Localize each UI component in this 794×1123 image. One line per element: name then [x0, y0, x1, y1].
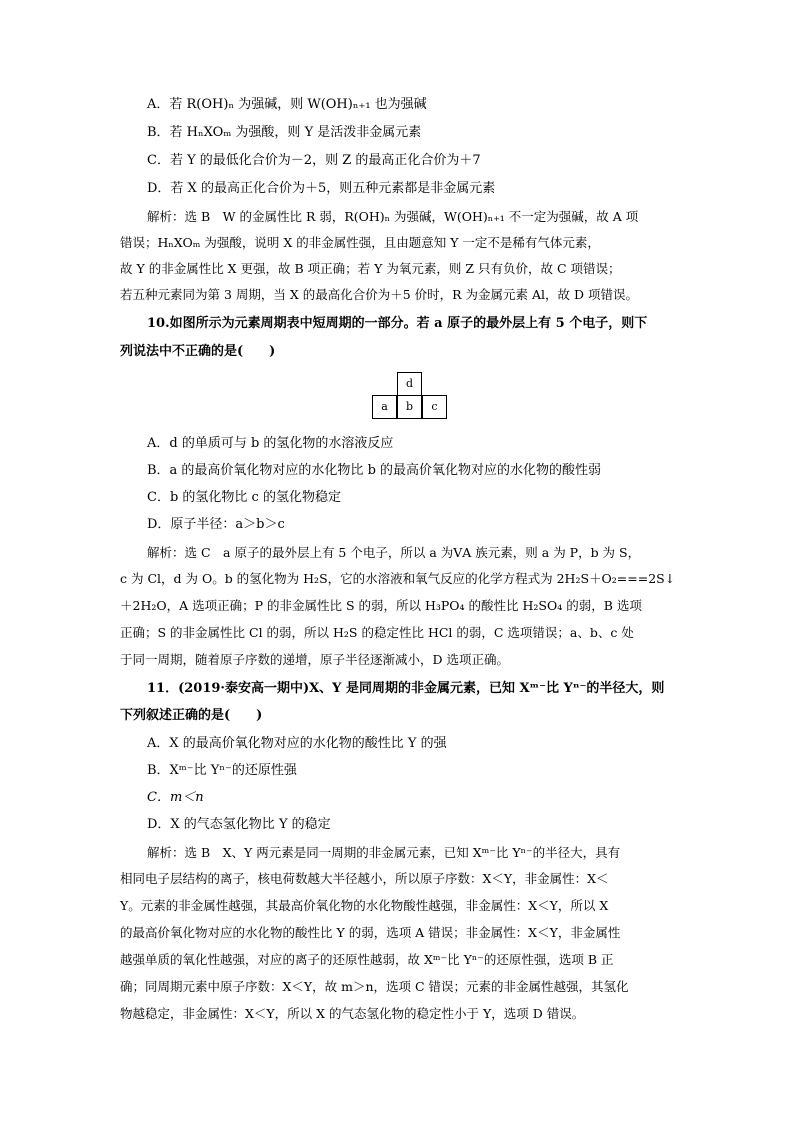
q10-option-b: B．a 的最高价氧化物对应的水化物比 b 的最高价氧化物对应的水化物的酸性弱	[147, 463, 602, 478]
cell-b: b	[397, 395, 422, 419]
q11-analysis-line: 解析：选 B X、Y 两元素是同一周期的非金属元素，已知 Xᵐ⁻比 Yⁿ⁻的半径大，具有	[147, 845, 621, 860]
q10-option-a: A．d 的单质可与 b 的氢化物的水溶液反应	[147, 436, 394, 451]
q9-analysis-line: 若五种元素同为第 3 周期，当 X 的最高化合价为＋5 价时，R 为金属元素 Al，故 D 项错误。	[120, 287, 639, 302]
q10-option-d: D．原子半径：a＞b＞c	[147, 517, 285, 532]
q11-analysis-line: 物越稳定，非金属性：X＜Y，所以 X 的气态氢化物的稳定性小于 Y，选项 D 错误。	[120, 1006, 585, 1021]
q10-analysis-line: 于同一周期，随着原子序数的递增，原子半径逐渐减小，D 选项正确。	[120, 652, 509, 667]
q10-stem: 10.如图所示为元素周期表中短周期的一部分。若 a 原子的最外层上有 5 个电子，则下	[147, 316, 648, 331]
q11-analysis-line: Y。元素的非金属性越强，其最高价氧化物的水化物酸性越强，非金属性：X＜Y，所以 X	[120, 898, 609, 913]
q9-analysis-line: 错误；HₙXOₘ 为强酸，说明 X 的非金属性强，且由题意知 Y 一定不是稀有气体元素，	[120, 235, 600, 250]
q9-analysis-line: 故 Y 的非金属性比 X 更强，故 B 项正确；若 Y 为氧元素，则 Z 只有负价，故 C 项错误；	[120, 261, 621, 276]
q10-analysis-line: 正确；S 的非金属性比 Cl 的弱，所以 H₂S 的稳定性比 HCl 的弱，C 选项错误；a、b、c 处	[120, 625, 634, 640]
q11-analysis-line: 相同电子层结构的离子，核电荷数越大半径越小，所以原子序数：X＜Y，非金属性：X＜	[120, 871, 609, 886]
q10-analysis-line: c 为 Cl，d 为 O。b 的氢化物为 H₂S，它的水溶液和氧气反应的化学方程式为 2H₂S＋O₂===2S↓	[120, 571, 676, 586]
cell-c: c	[422, 395, 447, 419]
q9-option-d: D．若 X 的最高正化合价为＋5，则五种元素都是非金属元素	[147, 181, 496, 196]
q11-analysis-line: 的最高价氧化物对应的水化物的酸性比 Y 的弱，选项 A 错误；非金属性：X＜Y，非金属性	[120, 925, 621, 940]
q10-analysis-line: 解析：选 C a 原子的最外层上有 5 个电子，所以 a 为ⅤA 族元素，则 a 为 P，b 为 S，	[147, 545, 641, 560]
q10-stem-cont: 列说法中不正确的是( )	[120, 344, 276, 359]
cell-a: a	[372, 395, 397, 419]
cell-d: d	[397, 372, 422, 396]
q9-option-c: C．若 Y 的最低化合价为－2，则 Z 的最高正化合价为＋7	[147, 153, 481, 168]
q9-option-b: B．若 HₙXOₘ 为强酸，则 Y 是活泼非金属元素	[147, 125, 422, 140]
q9-analysis-line: 解析：选 B W 的金属性比 R 弱，R(OH)ₙ 为强碱，W(OH)ₙ₊₁ 不一定为强碱，故 A 项	[147, 209, 639, 224]
q11-option-a: A．X 的最高价氧化物对应的水化物的酸性比 Y 的强	[147, 736, 447, 751]
q9-option-a: A．若 R(OH)ₙ 为强碱，则 W(OH)ₙ₊₁ 也为强碱	[147, 97, 427, 112]
q11-option-d: D．X 的气态氢化物比 Y 的稳定	[147, 817, 331, 832]
q10-analysis-line: ＋2H₂O，A 选项正确；P 的非金属性比 S 的弱，所以 H₃PO₄ 的酸性比 H₂SO₄ 的弱，B 选项	[120, 598, 642, 613]
q11-analysis-line: 越强单质的氧化性越强，对应的离子的还原性越弱，故 Xᵐ⁻比 Yⁿ⁻的还原性强，选项 B 正	[120, 952, 614, 967]
q10-option-c: C．b 的氢化物比 c 的氢化物稳定	[147, 490, 341, 505]
q11-stem: 11．(2019·泰安高一期中)X、Y 是同周期的非金属元素，已知 Xᵐ⁻比 Yⁿ⁻的半径大，则	[147, 681, 665, 696]
q11-option-b: B．Xᵐ⁻比 Yⁿ⁻的还原性强	[147, 763, 297, 778]
q11-analysis-line: 确；同周期元素中原子序数：X＜Y，故 m＞n，选项 C 错误；元素的非金属性越强，其氢化	[120, 979, 629, 994]
q11-option-c: C．m＜n	[147, 790, 204, 805]
q11-stem-cont: 下列叙述正确的是( )	[120, 708, 263, 723]
